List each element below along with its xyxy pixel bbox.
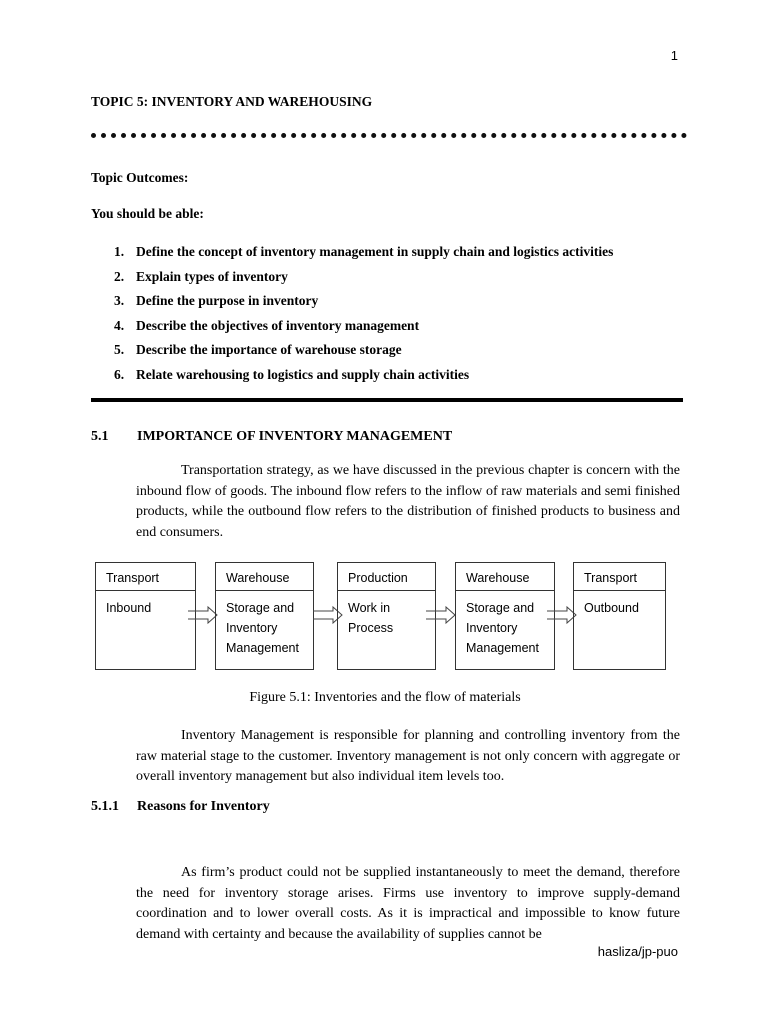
topic-title: TOPIC 5: INVENTORY AND WAREHOUSING [91, 94, 373, 109]
subsection-title: Reasons for Inventory [137, 799, 270, 814]
flow-arrow-icon [426, 605, 456, 625]
section-divider [91, 398, 683, 402]
flow-box-body: Storage and Inventory Management [226, 601, 299, 655]
flow-box-body: Outbound [584, 601, 639, 615]
flow-box-body: Storage and Inventory Management [466, 601, 539, 655]
subsection-number: 5.1.1 [91, 799, 119, 814]
flow-box-warehouse-2 [455, 562, 555, 670]
flow-box-header: Production [338, 563, 435, 591]
section-title: IMPORTANCE OF INVENTORY MANAGEMENT [137, 429, 453, 444]
flow-box-production [337, 562, 436, 670]
page-footer: hasliza/jp-puo [597, 944, 678, 959]
flow-box-transport-outbound [573, 562, 666, 670]
flow-box-header: Warehouse [216, 563, 313, 591]
flow-box-body: Inbound [106, 601, 152, 615]
page-number: 1 [670, 48, 678, 63]
flow-box-transport-inbound [95, 562, 196, 670]
subsection-paragraph: As firm’s product could not be supplied instantaneously to meet the demand, therefore the need for inventory storage arises. Firms use inventory to improve supply-demand coordination and to lower overall costs. As it is impractical and impossible to know future demand with certainty and because the availability of supplies cannot be [136, 865, 680, 942]
section-paragraph-1: Transportation strategy, as we have discussed in the previous chapter is concern with the inbound flow of goods. The inbound flow refers to the inflow of raw materials and semi finished products, while the outbound flow refers to the distribution of finished products to business and end consumers. [136, 463, 680, 540]
dotted-divider [91, 133, 687, 138]
section-number: 5.1 [91, 429, 109, 444]
outcomes-heading: Topic Outcomes: [91, 170, 189, 185]
flow-box-warehouse-1 [215, 562, 314, 670]
list-item: 4. Describe the objectives of inventory management [114, 317, 420, 333]
list-item: 1. Define the concept of inventory management in supply chain and logistics activities [114, 244, 614, 259]
flow-box-header: Transport [96, 563, 195, 591]
section-paragraph-2: Inventory Management is responsible for planning and controlling inventory from the raw material stage to the customer. Inventory management is not only concern with aggregate or overall inventory management but also individual item levels too. [136, 728, 680, 784]
flow-box-header: Transport [574, 563, 665, 591]
list-item: 3. Define the purpose in inventory [114, 293, 319, 308]
outcomes-intro: You should be able: [91, 206, 204, 221]
list-item: 2. Explain types of inventory [114, 268, 288, 284]
list-item: 5. Describe the importance of warehouse storage [114, 342, 402, 357]
flow-arrow-icon [188, 605, 218, 625]
flow-box-header: Warehouse [456, 563, 554, 591]
figure-caption: Figure 5.1: Inventories and the flow of materials [249, 690, 521, 705]
list-item: 6. Relate warehousing to logistics and supply chain activities [114, 366, 470, 382]
flow-box-body: Work in Process [348, 601, 394, 635]
outcomes-list [91, 242, 613, 389]
